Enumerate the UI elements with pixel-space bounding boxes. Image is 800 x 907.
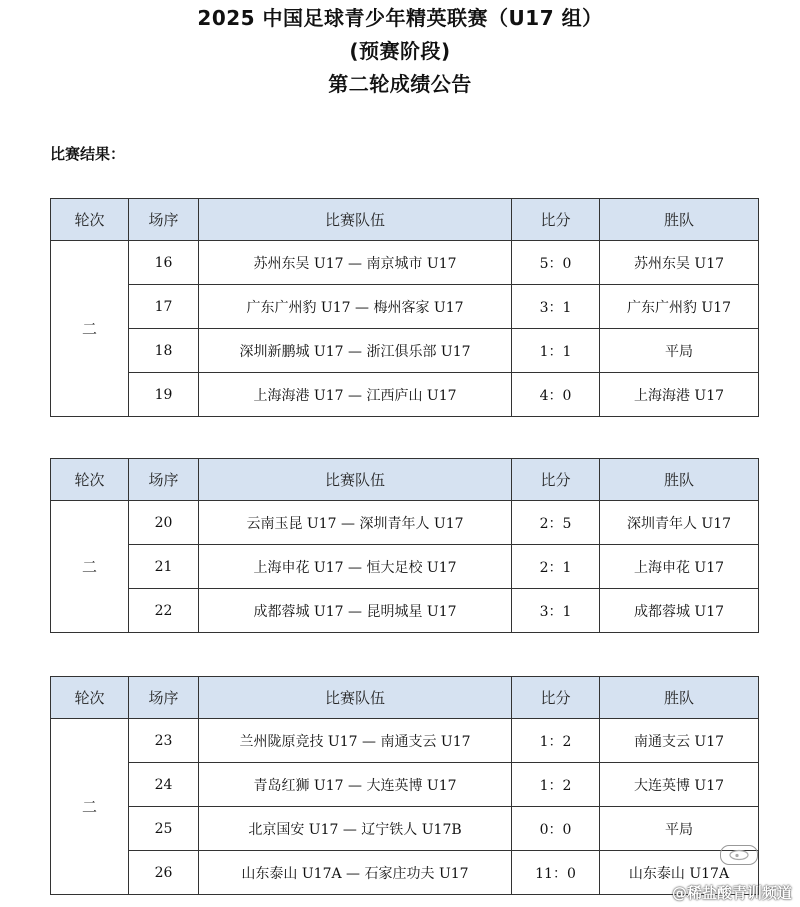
winner-cell: 平局	[600, 329, 759, 373]
table-row	[51, 501, 759, 545]
table-row	[51, 851, 759, 895]
table-header-row	[51, 459, 759, 501]
score-cell: 5：0	[512, 241, 600, 285]
teams-cell: 青岛红狮 U17 — 大连英博 U17	[199, 763, 512, 807]
header-round: 轮次	[51, 199, 129, 241]
score-cell: 4：0	[512, 373, 600, 417]
watermark	[672, 882, 792, 903]
section-label-results: 比赛结果：	[50, 145, 126, 163]
table-row	[51, 763, 759, 807]
score-cell: 1：1	[512, 329, 600, 373]
winner-cell: 南通支云 U17	[600, 719, 759, 763]
table-row	[51, 241, 759, 285]
header-round: 轮次	[51, 459, 129, 501]
match-no-cell: 19	[129, 373, 199, 417]
winner-cell: 平局	[600, 807, 759, 851]
teams-cell: 北京国安 U17 — 辽宁铁人 U17B	[199, 807, 512, 851]
match-no-cell: 22	[129, 589, 199, 633]
title-line-1: 2025 中国足球青少年精英联赛（U17 组）	[197, 6, 603, 30]
teams-cell: 成都蓉城 U17 — 昆明城星 U17	[199, 589, 512, 633]
table-row	[51, 719, 759, 763]
score-cell: 1：2	[512, 763, 600, 807]
score-cell: 2：5	[512, 501, 600, 545]
results-table-2	[50, 458, 759, 633]
header-match-no: 场序	[129, 459, 199, 501]
teams-cell: 云南玉昆 U17 — 深圳青年人 U17	[199, 501, 512, 545]
header-teams: 比赛队伍	[199, 459, 512, 501]
winner-cell: 山东泰山 U17A	[600, 851, 759, 895]
header-winner: 胜队	[600, 459, 759, 501]
title-line-3: 第二轮成绩公告	[328, 72, 472, 96]
match-no-cell: 25	[129, 807, 199, 851]
teams-cell: 苏州东吴 U17 — 南京城市 U17	[199, 241, 512, 285]
winner-cell: 广东广州豹 U17	[600, 285, 759, 329]
header-teams: 比赛队伍	[199, 199, 512, 241]
winner-cell: 成都蓉城 U17	[600, 589, 759, 633]
match-no-cell: 18	[129, 329, 199, 373]
teams-cell: 兰州陇原竞技 U17 — 南通支云 U17	[199, 719, 512, 763]
table-header-row	[51, 199, 759, 241]
document-title	[0, 0, 800, 101]
header-winner: 胜队	[600, 199, 759, 241]
winner-cell: 深圳青年人 U17	[600, 501, 759, 545]
table-row	[51, 589, 759, 633]
table-row	[51, 285, 759, 329]
teams-cell: 深圳新鹏城 U17 — 浙江俱乐部 U17	[199, 329, 512, 373]
table-row	[51, 373, 759, 417]
teams-cell: 上海海港 U17 — 江西庐山 U17	[199, 373, 512, 417]
header-score: 比分	[512, 677, 600, 719]
table-header-row	[51, 677, 759, 719]
score-cell: 1：2	[512, 719, 600, 763]
header-match-no: 场序	[129, 199, 199, 241]
winner-cell: 大连英博 U17	[600, 763, 759, 807]
table-row	[51, 329, 759, 373]
match-no-cell: 20	[129, 501, 199, 545]
teams-cell: 山东泰山 U17A — 石家庄功夫 U17	[199, 851, 512, 895]
teams-cell: 广东广州豹 U17 — 梅州客家 U17	[199, 285, 512, 329]
title-line-2: (预赛阶段)	[349, 39, 451, 63]
header-score: 比分	[512, 459, 600, 501]
header-winner: 胜队	[600, 677, 759, 719]
match-no-cell: 21	[129, 545, 199, 589]
round-cell: 二	[51, 501, 129, 633]
score-cell: 2：1	[512, 545, 600, 589]
header-score: 比分	[512, 199, 600, 241]
round-cell: 二	[51, 719, 129, 895]
results-table-3	[50, 676, 759, 895]
score-cell: 0：0	[512, 807, 600, 851]
table-row	[51, 807, 759, 851]
header-match-no: 场序	[129, 677, 199, 719]
teams-cell: 上海申花 U17 — 恒大足校 U17	[199, 545, 512, 589]
match-no-cell: 24	[129, 763, 199, 807]
match-no-cell: 16	[129, 241, 199, 285]
round-cell: 二	[51, 241, 129, 417]
table-row	[51, 545, 759, 589]
score-cell: 3：1	[512, 589, 600, 633]
score-cell: 3：1	[512, 285, 600, 329]
weibo-icon	[720, 845, 758, 865]
winner-cell: 上海海港 U17	[600, 373, 759, 417]
header-teams: 比赛队伍	[199, 677, 512, 719]
match-no-cell: 26	[129, 851, 199, 895]
header-round: 轮次	[51, 677, 129, 719]
results-table-1	[50, 198, 759, 417]
winner-cell: 上海申花 U17	[600, 545, 759, 589]
match-no-cell: 23	[129, 719, 199, 763]
watermark-text: @稀盐酸青训频道	[671, 884, 792, 902]
match-no-cell: 17	[129, 285, 199, 329]
winner-cell: 苏州东吴 U17	[600, 241, 759, 285]
score-cell: 11：0	[512, 851, 600, 895]
